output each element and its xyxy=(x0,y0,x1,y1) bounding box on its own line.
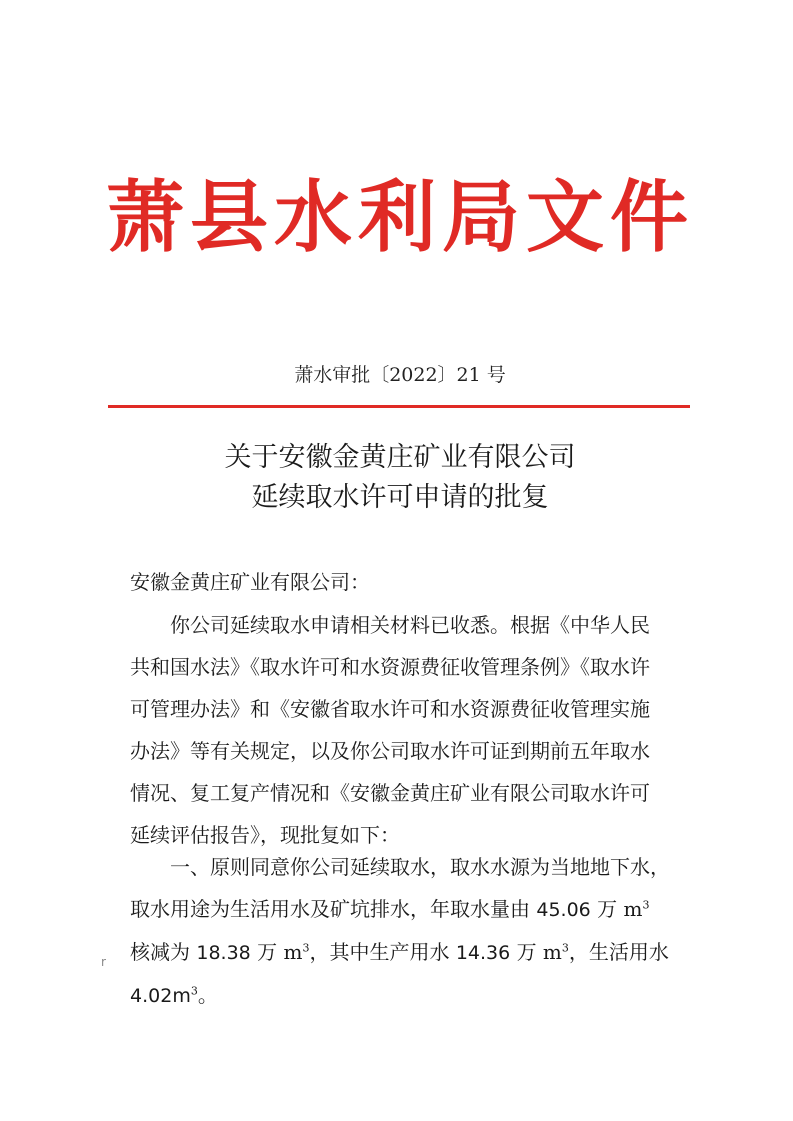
text-segment: 取水用途为生活用水及矿坑排水，年取水量由 xyxy=(130,897,537,921)
scan-artifact-mark: r xyxy=(101,955,106,969)
superscript: 3 xyxy=(302,941,310,955)
superscript: 3 xyxy=(561,941,569,955)
paragraph-line: 情况、复工复产情况和《安徽金黄庄矿业有限公司取水许可 xyxy=(130,781,650,805)
masthead-title: 萧县水利局文件 xyxy=(105,172,694,263)
paragraph-line: 办法》等有关规定，以及你公司取水许可证到期前五年取水 xyxy=(130,739,650,763)
body-paragraph-1 xyxy=(130,604,690,856)
superscript: 3 xyxy=(642,898,650,912)
paragraph-line xyxy=(130,974,690,1017)
unit-text: 万 m xyxy=(250,940,303,964)
paragraph-line: 共和国水法》《取水许可和水资源费征收管理条例》《取水许 xyxy=(130,655,650,679)
title-line-1: 关于安徽金黄庄矿业有限公司 xyxy=(224,442,576,473)
document-title xyxy=(60,438,740,518)
superscript: 3 xyxy=(190,984,198,998)
text-segment: 核减为 xyxy=(130,940,197,964)
text-segment: ，其中生产用水 xyxy=(309,940,456,964)
paragraph-line: 延续评估报告》，现批复如下： xyxy=(130,823,400,847)
red-divider-line xyxy=(108,405,690,408)
domestic-water-volume: 4.02 xyxy=(130,985,173,1007)
text-segment: ，生活用水 xyxy=(568,940,669,964)
water-volume-before: 45.06 xyxy=(536,899,591,921)
title-line-2: 延续取水许可申请的批复 xyxy=(251,482,549,513)
paragraph-line: 可管理办法》和《安徽省取水许可和水资源费征收管理实施 xyxy=(130,697,650,721)
paragraph-line: 你公司延续取水申请相关材料已收悉。根据《中华人民 xyxy=(130,613,650,637)
production-water-volume: 14.36 xyxy=(455,942,511,964)
unit-text: 万 m xyxy=(510,940,562,964)
paragraph-line xyxy=(130,888,690,931)
paragraph-line: 一、原则同意你公司延续取水，取水水源为当地地下水， xyxy=(130,855,670,879)
text-segment: 。 xyxy=(197,983,218,1007)
unit-text: 万 m xyxy=(590,897,643,921)
document-number: 萧水审批〔2022〕21 号 xyxy=(294,364,506,386)
unit-text: m xyxy=(172,985,191,1007)
body-paragraph-2 xyxy=(130,846,690,1017)
salutation: 安徽金黄庄矿业有限公司： xyxy=(130,570,370,594)
water-volume-after: 18.38 xyxy=(196,942,251,964)
paragraph-line xyxy=(130,931,690,974)
